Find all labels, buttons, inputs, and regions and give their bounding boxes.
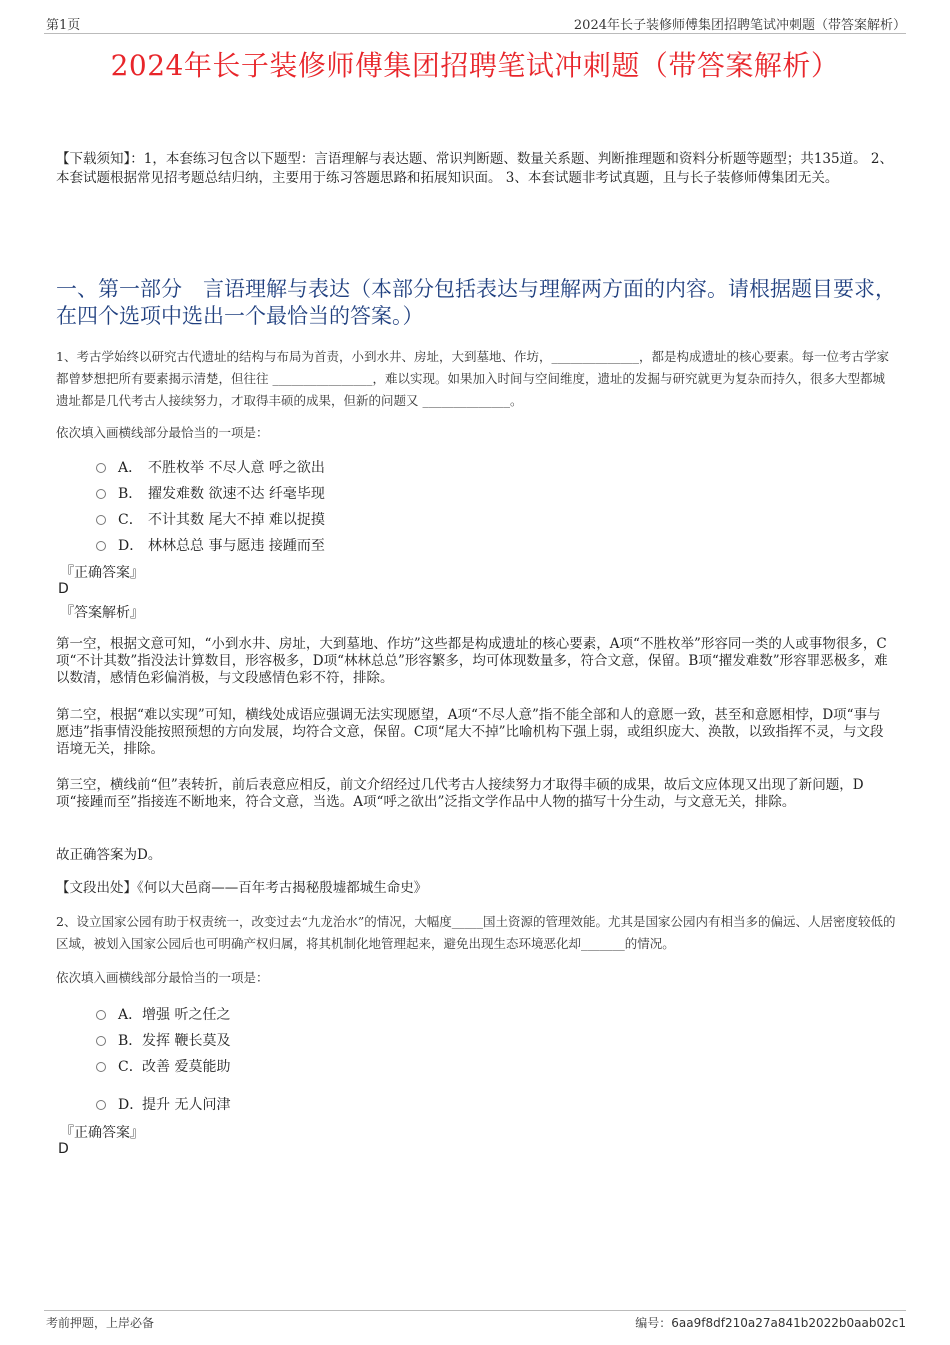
option-letter: B． <box>118 1033 143 1049</box>
question-1-analysis-label: 『答案解析』 <box>60 605 144 621</box>
option-letter: D． <box>118 538 144 554</box>
question-2-answer: D <box>58 1141 69 1157</box>
option-text: 擢发难数 欲速不达 纤毫毕现 <box>148 486 325 502</box>
question-1-answer-label: 『正确答案』 <box>60 565 144 581</box>
question-2-prompt: 依次填入画横线部分最恰当的一项是： <box>56 970 269 985</box>
question-2-option-c[interactable] <box>96 1056 230 1076</box>
question-1-prompt: 依次填入画横线部分最恰当的一项是： <box>56 425 269 440</box>
option-letter: B． <box>118 486 143 502</box>
footer-code-value: 6aa9f8df210a27a841b2022b0aab02c1 <box>671 1316 906 1330</box>
analysis-paragraph: 第二空，根据“难以实现”可知，横线处成语应强调无法实现愿望，A项“不尽人意”指不能全部和人的意愿一致，甚至和意愿相悖，D项“事与愿违”指事情没能按照预想的方向发展，均符合文意，保留。C项“尾大不掉”比喻机构下强上弱，或组织庞大、涣散，以致指挥不灵，与文段语境无关，排除。 <box>56 707 884 757</box>
question-2-answer-label: 『正确答案』 <box>60 1125 144 1141</box>
radio-icon[interactable] <box>96 1062 106 1072</box>
question-1-option-b[interactable] <box>96 483 325 503</box>
question-1-stem: 1、考古学始终以研究古代遗址的结构与布局为首责，小到水井、房址，大到墓地、作坊，______________，都是构成遗址的核心要素。每一位考古学家都曾梦想把所有要素揭示清楚，但往往 ________________，难以实现。如果加入时间与空间维度，遗址的发掘与研究就更为复杂而持久，很多大型都城遗址都是几代考古人接续努力，才取得丰硕的成果，但新的问题又 ______________。 <box>56 349 889 408</box>
option-letter: D． <box>118 1097 144 1113</box>
section-title: 一、第一部分 言语理解与表达（本部分包括表达与理解两方面的内容。请根据题目要求，在四个选项中选出一个最恰当的答案。） <box>56 277 896 328</box>
header-doc-title: 2024年长子装修师傅集团招聘笔试冲刺题（带答案解析） <box>573 18 906 33</box>
radio-icon[interactable] <box>96 1100 106 1110</box>
question-1-option-c[interactable] <box>96 509 325 529</box>
radio-icon[interactable] <box>96 489 106 499</box>
footer-code <box>635 1314 906 1331</box>
question-2-option-d[interactable] <box>96 1094 230 1114</box>
radio-icon[interactable] <box>96 1036 106 1046</box>
option-letter: A． <box>118 460 143 476</box>
option-letter: C． <box>118 1059 143 1075</box>
radio-icon[interactable] <box>96 515 106 525</box>
question-1-option-d[interactable] <box>96 535 325 555</box>
option-text: 改善 爱莫能助 <box>142 1059 231 1075</box>
footer-slogan: 考前押题，上岸必备 <box>46 1316 155 1330</box>
document-title: 2024年长子装修师傅集团招聘笔试冲刺题（带答案解析） <box>110 49 840 82</box>
option-text: 增强 听之任之 <box>142 1007 231 1023</box>
question-1-source: 【文段出处】《何以大邑商——百年考古揭秘殷墟都城生命史》 <box>56 880 428 896</box>
download-notice: 【下载须知】：1，本套练习包含以下题型：言语理解与表达题、常识判断题、数量关系题、判断推理题和资料分析题等题型；共135道。 2、本套试题根据常见招考题总结归纳，主要用于练习答题思路和拓展知识面。 3、本套试题非考试真题，且与长子装修师傅集团无关。 <box>56 151 893 186</box>
radio-icon[interactable] <box>96 463 106 473</box>
radio-icon[interactable] <box>96 1010 106 1020</box>
question-2-option-b[interactable] <box>96 1030 230 1050</box>
question-1-option-a[interactable] <box>96 457 325 477</box>
footer-code-label: 编号： <box>635 1316 672 1330</box>
header-divider <box>44 33 906 34</box>
option-letter: C． <box>118 512 143 528</box>
question-2-stem: 2、设立国家公园有助于权责统一，改变过去“九龙治水”的情况，大幅度_____国土资源的管理效能。尤其是国家公园内有相当多的偏远、人居密度较低的区域，被划入国家公园后也可明确产权归属，将其机制化地管理起来，避免出现生态环境恶化却_______的情况。 <box>56 914 896 951</box>
option-letter: A． <box>118 1007 143 1023</box>
question-2-option-a[interactable] <box>96 1004 230 1024</box>
footer-divider <box>44 1310 906 1311</box>
analysis-paragraph: 第一空，根据文意可知，“小到水井、房址，大到墓地、作坊”这些都是构成遗址的核心要素，A项“不胜枚举”形容同一类的人或事物很多，C项“不计其数”指没法计算数目，形容极多，D项“林林总总”形容繁多，均可体现数量多，符合文意，保留。B项“擢发难数”形容罪恶极多，难以数清，感情色彩偏消极，与文段感情色彩不符，排除。 <box>56 636 888 686</box>
option-text: 不胜枚举 不尽人意 呼之欲出 <box>148 460 325 476</box>
option-text: 不计其数 尾大不掉 难以捉摸 <box>148 512 325 528</box>
radio-icon[interactable] <box>96 541 106 551</box>
option-text: 林林总总 事与愿违 接踵而至 <box>148 538 325 554</box>
option-text: 发挥 鞭长莫及 <box>142 1033 231 1049</box>
analysis-conclusion: 故正确答案为D。 <box>56 847 162 863</box>
option-text: 提升 无人问津 <box>142 1097 231 1113</box>
page-number: 第1页 <box>46 18 81 33</box>
analysis-paragraph: 第三空，横线前“但”表转折，前后表意应相反，前文介绍经过几代考古人接续努力才取得丰硕的成果，故后文应体现又出现了新问题，D项“接踵而至”指接连不断地来，符合文意，当选。A项“呼之欲出”泛指文学作品中人物的描写十分生动，与文意无关，排除。 <box>56 777 864 810</box>
question-1-answer: D <box>58 581 69 597</box>
